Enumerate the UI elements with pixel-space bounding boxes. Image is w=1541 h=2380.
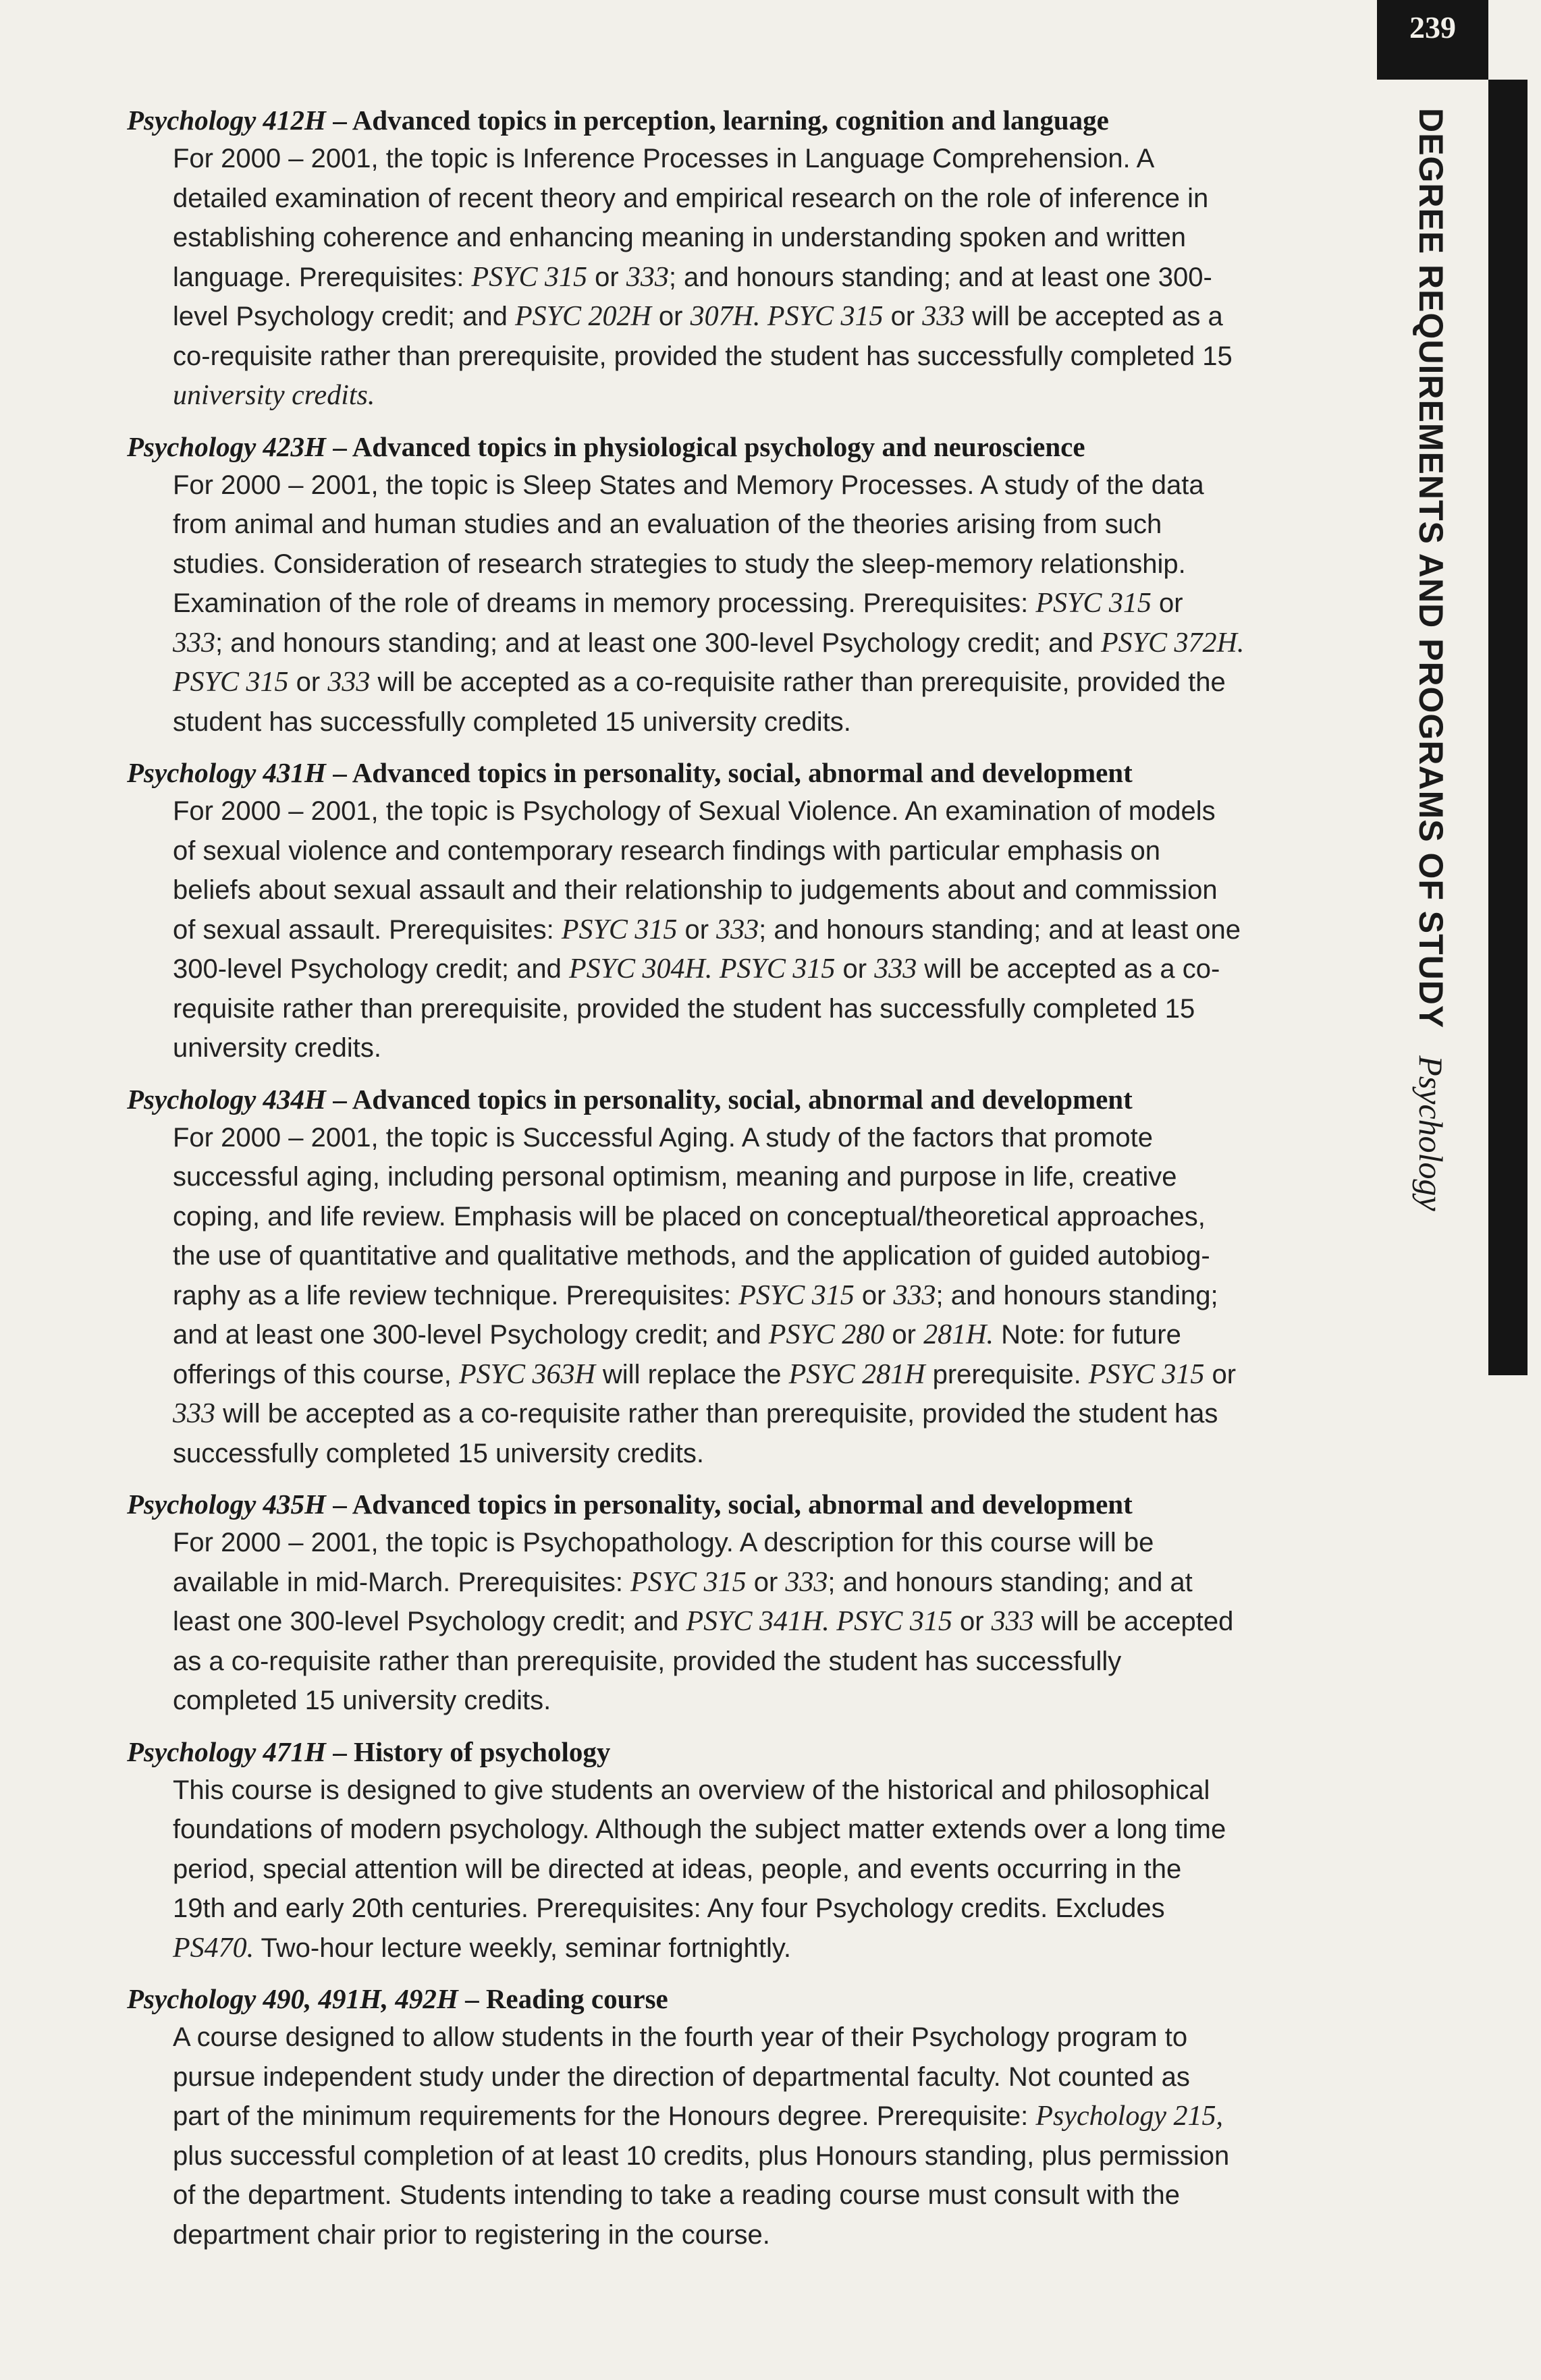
course-code: Psychology 434H <box>127 1083 326 1115</box>
side-tab-heading: DEGREE REQUIREMENTS AND PROGRAMS OF STUDY <box>1412 108 1450 1029</box>
description-line: beliefs about sexual assault and their relationship to judgements about and commission <box>173 875 1218 905</box>
description-line: detailed examination of recent theory and empirical research on the role of inference in <box>173 183 1209 213</box>
course-description <box>173 1523 1362 1721</box>
course-description <box>173 1118 1362 1474</box>
side-tab-section: Psychology <box>1412 1055 1450 1211</box>
page-number: 239 <box>1377 0 1488 80</box>
description-line: requisite rather than prerequisite, provided the student has successfully completed 15 <box>173 993 1195 1024</box>
description-line: language. Prerequisites: PSYC 315 or 333; and honours standing; and at least one 300- <box>173 261 1212 293</box>
course-title: Advanced topics in physiological psychology and neuroscience <box>352 431 1085 462</box>
course-heading <box>127 1980 1362 2018</box>
description-line: For 2000 – 2001, the topic is Successful Aging. A study of the factors that promote <box>173 1122 1153 1153</box>
description-line: student has successfully completed 15 university credits. <box>173 707 851 737</box>
description-line: 333 will be accepted as a co-requisite rather than prerequisite, provided the student has <box>173 1398 1218 1429</box>
description-line: raphy as a life review technique. Prerequisites: PSYC 315 or 333; and honours standing; <box>173 1279 1218 1311</box>
course-title: Advanced topics in personality, social, abnormal and development <box>352 1083 1133 1115</box>
course-entry <box>127 1080 1362 1474</box>
course-heading <box>127 1080 1362 1118</box>
description-line: successfully completed 15 university credits. <box>173 1438 704 1468</box>
course-code: Psychology 435H <box>127 1489 326 1520</box>
course-code: Psychology 412H <box>127 105 326 136</box>
description-line: For 2000 – 2001, the topic is Inference Processes in Language Comprehension. A <box>173 144 1155 173</box>
description-line: foundations of modern psychology. Although the subject matter extends over a long time <box>173 1815 1226 1844</box>
course-title: History of psychology <box>353 1736 611 1767</box>
description-line: offerings of this course, PSYC 363H will replace the PSYC 281H prerequisite. PSYC 315 or <box>173 1358 1237 1390</box>
side-tab <box>1390 108 1471 1296</box>
description-line: Examination of the role of dreams in memory processing. Prerequisites: PSYC 315 or <box>173 588 1183 619</box>
description-line: of sexual violence and contemporary research findings with particular emphasis on <box>173 835 1160 866</box>
heading-separator: – <box>325 757 352 788</box>
description-line: available in mid-March. Prerequisites: PSYC 315 or 333; and honours standing; and at <box>173 1566 1193 1598</box>
course-entry <box>127 1485 1362 1721</box>
course-code: Psychology 490, 491H, 492H <box>127 1983 458 2014</box>
description-line: PS470. Two-hour lecture weekly, seminar fortnightly. <box>173 1932 792 1964</box>
description-line: as a co-requisite rather than prerequisite, provided the student has successfully <box>173 1646 1122 1676</box>
description-line: A course designed to allow students in the fourth year of their Psychology program to <box>173 2022 1188 2052</box>
course-entry <box>127 1733 1362 1968</box>
description-line: plus successful completion of at least 10 credits, plus Honours standing, plus permission <box>173 2140 1230 2171</box>
course-description <box>173 139 1362 416</box>
heading-separator: – <box>325 431 352 462</box>
course-description <box>173 2018 1362 2254</box>
heading-separator: – <box>325 1736 354 1767</box>
course-entry <box>127 101 1362 416</box>
description-line: of sexual assault. Prerequisites: PSYC 315 or 333; and honours standing; and at least one <box>173 914 1241 945</box>
description-line: and at least one 300-level Psychology credit; and PSYC 280 or 281H. Note: for future <box>173 1319 1181 1350</box>
description-line: successful aging, including personal optimism, meaning and purpose in life, creative <box>173 1162 1177 1192</box>
description-line: university credits. <box>173 380 375 411</box>
description-line: of the department. Students intending to take a reading course must consult with the <box>173 2180 1181 2210</box>
course-title: Advanced topics in personality, social, abnormal and development <box>352 1489 1133 1520</box>
description-line: establishing coherence and enhancing meaning in understanding spoken and written <box>173 223 1187 252</box>
description-line: period, special attention will be directed at ideas, people, and events occurring in the <box>173 1854 1182 1884</box>
course-title: Reading course <box>485 1983 668 2014</box>
course-entry <box>127 428 1362 742</box>
course-heading <box>127 754 1362 792</box>
course-heading <box>127 1485 1362 1523</box>
course-code: Psychology 471H <box>127 1736 326 1767</box>
description-line: level Psychology credit; and PSYC 202H or 307H. PSYC 315 or 333 will be accepted as a <box>173 301 1223 332</box>
course-listing <box>127 101 1362 2267</box>
heading-separator: – <box>325 1083 352 1115</box>
description-line: department chair prior to registering in the course. <box>173 2219 770 2250</box>
heading-separator: – <box>325 1489 352 1520</box>
side-tab-text <box>1390 108 1471 1296</box>
description-line: studies. Consideration of research strategies to study the sleep-memory relationship. <box>173 549 1186 579</box>
description-line: PSYC 315 or 333 will be accepted as a co-requisite rather than prerequisite, provided the <box>173 667 1226 698</box>
description-line: university credits. <box>173 1033 381 1063</box>
course-entry <box>127 754 1362 1068</box>
description-line: co-requisite rather than prerequisite, provided the student has successfully completed 15 <box>173 341 1233 371</box>
course-heading <box>127 1733 1362 1771</box>
course-description <box>173 1771 1362 1968</box>
course-entry <box>127 1980 1362 2254</box>
description-line: pursue independent study under the direction of departmental faculty. Not counted as <box>173 2061 1190 2092</box>
heading-separator: – <box>325 105 352 136</box>
description-line: the use of quantitative and qualitative methods, and the application of guided autobiog- <box>173 1241 1210 1271</box>
description-line: For 2000 – 2001, the topic is Sleep States and Memory Processes. A study of the data <box>173 470 1204 500</box>
description-line: For 2000 – 2001, the topic is Psychology of Sexual Violence. An examination of models <box>173 796 1216 826</box>
course-heading <box>127 428 1362 466</box>
course-description <box>173 792 1362 1068</box>
description-line: completed 15 university credits. <box>173 1686 551 1715</box>
heading-separator: – <box>458 1983 486 2014</box>
description-line: For 2000 – 2001, the topic is Psychopathology. A description for this course will be <box>173 1528 1154 1557</box>
course-heading <box>127 101 1362 139</box>
description-line: 300-level Psychology credit; and PSYC 304H. PSYC 315 or 333 will be accepted as a co- <box>173 953 1220 985</box>
description-line: from animal and human studies and an evaluation of the theories arising from such <box>173 509 1162 539</box>
side-tab-bar <box>1488 80 1528 1375</box>
description-line: part of the minimum requirements for the Honours degree. Prerequisite: Psychology 215, <box>173 2101 1223 2132</box>
course-code: Psychology 423H <box>127 431 326 462</box>
course-title: Advanced topics in personality, social, abnormal and development <box>352 757 1133 788</box>
course-title: Advanced topics in perception, learning, cognition and language <box>352 105 1109 136</box>
description-line: 19th and early 20th centuries. Prerequisites: Any four Psychology credits. Excludes <box>173 1893 1165 1923</box>
course-code: Psychology 431H <box>127 757 326 788</box>
description-line: 333; and honours standing; and at least one 300-level Psychology credit; and PSYC 372H. <box>173 627 1245 659</box>
description-line: This course is designed to give students an overview of the historical and philosophical <box>173 1775 1210 1805</box>
description-line: least one 300-level Psychology credit; and PSYC 341H. PSYC 315 or 333 will be accepted <box>173 1606 1234 1637</box>
description-line: coping, and life review. Emphasis will be placed on conceptual/theoretical approaches, <box>173 1201 1206 1231</box>
course-description <box>173 466 1362 742</box>
